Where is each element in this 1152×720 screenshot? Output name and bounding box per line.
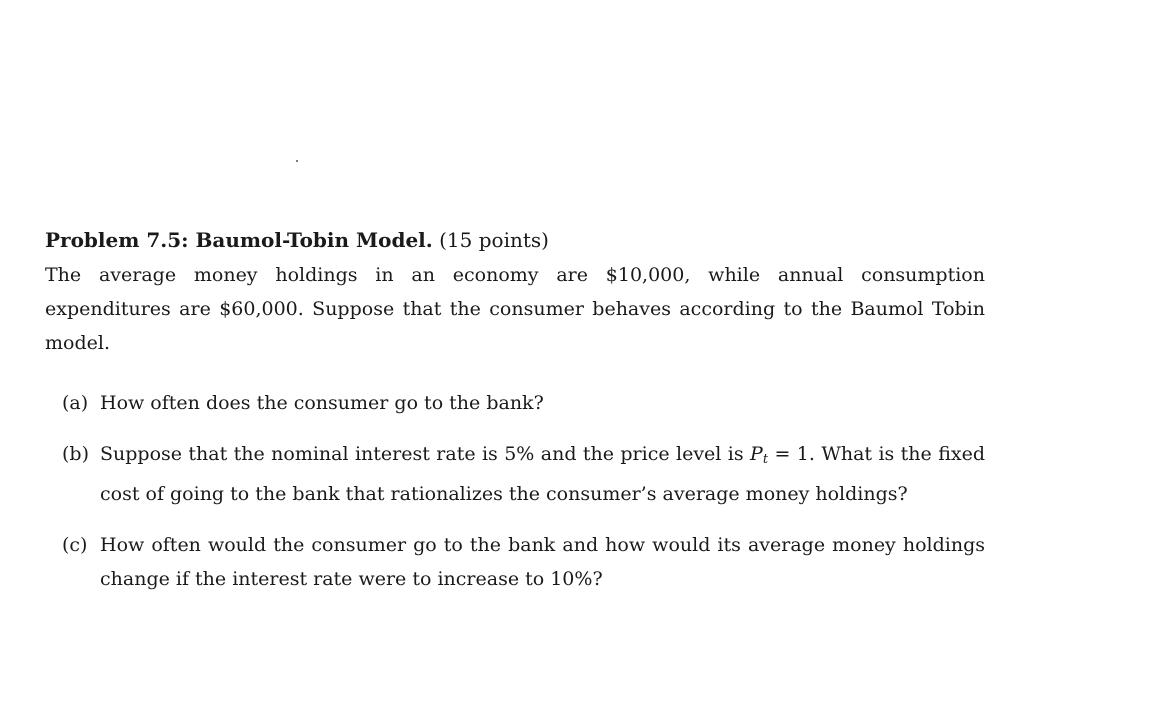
price-level-subscript: t xyxy=(762,452,769,467)
part-c-label: (c) xyxy=(62,534,88,556)
part-b-text-before: Suppose that the nominal interest rate is 5% and the price level is xyxy=(100,443,744,465)
price-level-variable: P xyxy=(750,443,763,465)
part-b-text-after: What is the fixed cost of going to the bank that rationalizes the consumer’s average money holdings? xyxy=(100,443,985,505)
part-a-label: (a) xyxy=(62,392,89,414)
stray-mark xyxy=(296,160,298,162)
problem-heading xyxy=(45,226,985,254)
part-c-text: How often would the consumer go to the bank and how would its average money holdings change if the interest rate were to increase to 10%? xyxy=(100,534,985,590)
price-level-value: = 1. xyxy=(768,443,815,465)
part-a-text: How often does the consumer go to the bank? xyxy=(100,392,544,414)
part-a xyxy=(62,386,985,420)
problem-points: (15 points) xyxy=(439,228,549,252)
part-b-math xyxy=(750,443,815,465)
part-b xyxy=(62,437,985,511)
problem-title: Problem 7.5: Baumol-Tobin Model. xyxy=(45,228,433,252)
problem-block xyxy=(45,226,985,596)
part-b-label: (b) xyxy=(62,443,89,465)
problem-intro: The average money holdings in an economy are $10,000, while annual consumption expenditures are $60,000. Suppose that the consumer behaves according to the Baumol Tobin model. xyxy=(45,264,985,354)
part-c xyxy=(62,528,985,596)
